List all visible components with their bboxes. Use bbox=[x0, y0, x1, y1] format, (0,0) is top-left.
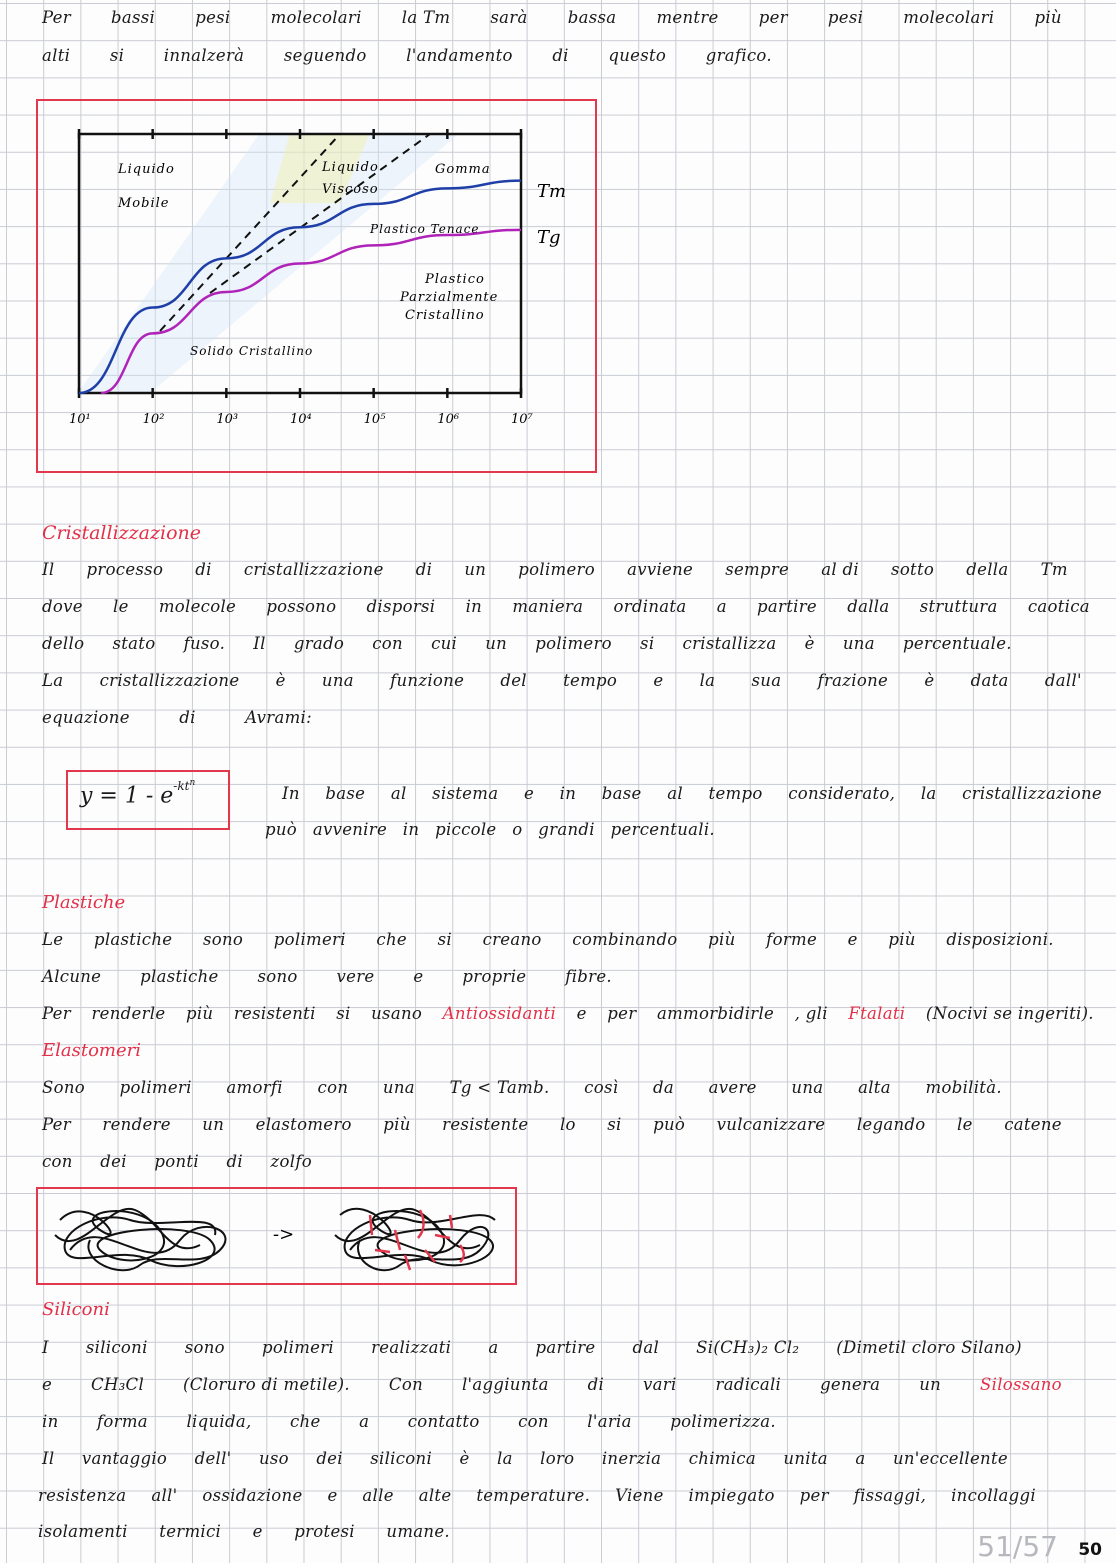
word: alta bbox=[858, 1078, 891, 1097]
word: di bbox=[552, 46, 569, 65]
word: si bbox=[336, 1004, 351, 1023]
word: molecolari bbox=[270, 8, 362, 27]
word: isolamenti bbox=[38, 1522, 128, 1541]
word: amorfi bbox=[226, 1078, 283, 1097]
word: disporsi bbox=[366, 597, 436, 616]
section-title-siliconi: Siliconi bbox=[42, 1299, 110, 1320]
word: in bbox=[465, 597, 483, 616]
word: con bbox=[317, 1078, 349, 1097]
word: stato bbox=[112, 634, 156, 653]
word: cristallizzazione bbox=[962, 784, 1102, 803]
word: più bbox=[185, 1004, 214, 1023]
word: genera bbox=[820, 1375, 881, 1394]
word: sotto bbox=[891, 560, 935, 579]
word: La bbox=[42, 671, 64, 690]
word: vantaggio bbox=[81, 1449, 168, 1468]
word: seguendo bbox=[283, 46, 367, 65]
x-tick-label: 10⁴ bbox=[290, 412, 312, 427]
word: piccole bbox=[435, 820, 497, 839]
word: umane. bbox=[386, 1522, 450, 1541]
word: e bbox=[653, 671, 664, 690]
word: plastiche bbox=[93, 930, 173, 949]
word: funzione bbox=[390, 671, 465, 690]
word: sono bbox=[257, 967, 298, 986]
word: dello bbox=[42, 634, 85, 653]
word: è bbox=[924, 671, 935, 690]
region-label: Solido Cristallino bbox=[190, 344, 314, 358]
avrami-formula bbox=[80, 778, 196, 809]
x-tick-label: 10⁶ bbox=[437, 412, 460, 427]
word: forme bbox=[766, 930, 818, 949]
keyword-silossano: Silossano bbox=[980, 1375, 1062, 1394]
word: (Dimetil cloro Silano) bbox=[836, 1338, 1022, 1357]
word: dall' bbox=[1044, 671, 1082, 690]
formula-text: y = 1 - e bbox=[80, 783, 174, 809]
formula-exponent-n: n bbox=[189, 778, 196, 788]
section-title-cristallizzazione: Cristallizzazione bbox=[42, 522, 201, 544]
word: grandi bbox=[538, 820, 595, 839]
word: bassi bbox=[111, 8, 156, 27]
word: sua bbox=[751, 671, 782, 690]
word: renderle bbox=[91, 1004, 166, 1023]
word: un bbox=[202, 1115, 225, 1134]
word: una bbox=[791, 1078, 824, 1097]
word: fibre. bbox=[565, 967, 612, 986]
word: cristallizzazione bbox=[99, 671, 240, 690]
word: zolfo bbox=[270, 1152, 312, 1171]
plastiche-line-1 bbox=[42, 930, 1054, 949]
word: catene bbox=[1004, 1115, 1062, 1134]
word: la bbox=[699, 671, 716, 690]
word: e bbox=[576, 1004, 587, 1023]
siliconi-line-6 bbox=[38, 1522, 450, 1541]
word: sarà bbox=[490, 8, 528, 27]
word: in bbox=[559, 784, 577, 803]
word: di bbox=[195, 560, 212, 579]
word: l'aggiunta bbox=[461, 1375, 549, 1394]
word: alle bbox=[362, 1486, 394, 1505]
siliconi-line-1 bbox=[42, 1338, 1022, 1357]
region-label: Cristallino bbox=[405, 308, 485, 323]
word: Per bbox=[42, 8, 71, 27]
word: all' bbox=[151, 1486, 178, 1505]
intro-line-2 bbox=[42, 46, 772, 65]
x-tick-label: 10² bbox=[142, 412, 165, 427]
elastomeri-line-1 bbox=[42, 1078, 1002, 1097]
word: mentre bbox=[656, 8, 719, 27]
word: resistenti bbox=[233, 1004, 316, 1023]
word: disposizioni. bbox=[946, 930, 1054, 949]
word: alte bbox=[418, 1486, 452, 1505]
avrami-note-1 bbox=[282, 784, 1102, 803]
word: tempo bbox=[708, 784, 763, 803]
curve-label-tm: Tm bbox=[537, 181, 567, 202]
word: le bbox=[113, 597, 129, 616]
x-tick-label: 10⁷ bbox=[511, 412, 533, 427]
curve-label-tg: Tg bbox=[537, 227, 561, 248]
word: partire bbox=[535, 1338, 596, 1357]
word: per bbox=[799, 1486, 829, 1505]
word: con bbox=[518, 1412, 549, 1431]
word: sono bbox=[184, 1338, 225, 1357]
word: a bbox=[716, 597, 727, 616]
word: percentuale. bbox=[902, 634, 1012, 653]
word: maniera bbox=[512, 597, 584, 616]
word: usano bbox=[371, 1004, 423, 1023]
word: cristallizza bbox=[682, 634, 777, 653]
word: Con bbox=[388, 1375, 423, 1394]
word: di bbox=[179, 708, 196, 727]
word: equazione bbox=[42, 708, 130, 727]
word: considerato, bbox=[788, 784, 896, 803]
word: cristallizzazione bbox=[243, 560, 384, 579]
word: partire bbox=[757, 597, 817, 616]
avrami-note-2 bbox=[265, 820, 715, 839]
word: del bbox=[500, 671, 527, 690]
word: contatto bbox=[407, 1412, 480, 1431]
word: elastomero bbox=[255, 1115, 352, 1134]
word: e bbox=[413, 967, 424, 986]
word: Per bbox=[42, 1004, 71, 1023]
word: I bbox=[42, 1338, 49, 1357]
word: Il bbox=[42, 560, 55, 579]
word: dei bbox=[316, 1449, 343, 1468]
word: Le bbox=[42, 930, 64, 949]
word: l'andamento bbox=[406, 46, 513, 65]
word: dell' bbox=[194, 1449, 232, 1468]
word: di bbox=[415, 560, 433, 579]
region-label: Plastico Tenace bbox=[370, 222, 480, 236]
word: a bbox=[488, 1338, 499, 1357]
word: Tg < Tamb. bbox=[449, 1078, 550, 1097]
word: Sono bbox=[42, 1078, 85, 1097]
word: In bbox=[282, 784, 300, 803]
word: innalzerà bbox=[163, 46, 245, 65]
word: forma bbox=[97, 1412, 148, 1431]
word: Si(CH₃)₂ Cl₂ bbox=[696, 1338, 800, 1357]
word: termici bbox=[159, 1522, 222, 1541]
word: resistenza bbox=[38, 1486, 127, 1505]
cristallizzazione-line-1 bbox=[42, 560, 1068, 579]
word: Viene bbox=[615, 1486, 664, 1505]
x-tick-label: 10³ bbox=[216, 412, 239, 427]
word: più bbox=[1034, 8, 1062, 27]
word: si bbox=[109, 46, 125, 65]
word: temperature. bbox=[476, 1486, 591, 1505]
region-label: Gomma bbox=[435, 162, 491, 177]
word: un bbox=[485, 634, 508, 653]
word: avviene bbox=[627, 560, 694, 579]
word: per bbox=[607, 1004, 637, 1023]
word: percentuali. bbox=[610, 820, 715, 839]
word: polimeri bbox=[261, 1338, 334, 1357]
word: al bbox=[667, 784, 683, 803]
word: dal bbox=[632, 1338, 660, 1357]
word: polimero bbox=[518, 560, 595, 579]
word: o bbox=[512, 820, 523, 839]
word: avvenire bbox=[312, 820, 388, 839]
word: e bbox=[42, 1375, 53, 1394]
word: dei bbox=[100, 1152, 127, 1171]
vulcanization-arrow: -> bbox=[273, 1224, 295, 1245]
word: liquida, bbox=[186, 1412, 252, 1431]
word: e bbox=[252, 1522, 263, 1541]
word: sono bbox=[202, 930, 244, 949]
word: incollaggi bbox=[951, 1486, 1036, 1505]
word: radicali bbox=[715, 1375, 782, 1394]
word: dalla bbox=[847, 597, 890, 616]
word: inerzia bbox=[601, 1449, 662, 1468]
section-title-plastiche: Plastiche bbox=[42, 892, 126, 913]
word: base bbox=[601, 784, 642, 803]
word: molecole bbox=[158, 597, 237, 616]
section-title-elastomeri: Elastomeri bbox=[42, 1040, 142, 1061]
word: in bbox=[42, 1412, 59, 1431]
word: più bbox=[888, 930, 916, 949]
word: ponti bbox=[154, 1152, 199, 1171]
word: pesi bbox=[195, 8, 231, 27]
word: la bbox=[920, 784, 937, 803]
word: da bbox=[652, 1078, 674, 1097]
tangled-chains-icon bbox=[55, 1209, 225, 1270]
plastiche-line-2 bbox=[42, 967, 612, 986]
word: vulcanizzare bbox=[716, 1115, 826, 1134]
word: CH₃Cl bbox=[91, 1375, 145, 1394]
chart bbox=[40, 103, 593, 469]
word: può bbox=[265, 820, 298, 839]
word: una bbox=[321, 671, 354, 690]
word: mobilità. bbox=[925, 1078, 1002, 1097]
word: che bbox=[290, 1412, 321, 1431]
word: sistema bbox=[432, 784, 499, 803]
word: protesi bbox=[294, 1522, 355, 1541]
word: l'aria bbox=[587, 1412, 632, 1431]
word: un'eccellente bbox=[892, 1449, 1008, 1468]
word: si bbox=[437, 930, 452, 949]
word: di bbox=[226, 1152, 243, 1171]
word: bassa bbox=[567, 8, 617, 27]
word: grado bbox=[293, 634, 345, 653]
word: una bbox=[842, 634, 875, 653]
word: molecolari bbox=[903, 8, 995, 27]
word: fuso. bbox=[183, 634, 226, 653]
siliconi-line-5 bbox=[38, 1486, 1036, 1505]
word: grafico. bbox=[705, 46, 772, 65]
intro-line-1 bbox=[42, 8, 1062, 27]
word: Alcune bbox=[42, 967, 102, 986]
word: e bbox=[327, 1486, 338, 1505]
word: polimero bbox=[535, 634, 612, 653]
word: legando bbox=[856, 1115, 926, 1134]
word: è bbox=[804, 634, 815, 653]
word: polimerizza. bbox=[670, 1412, 776, 1431]
word: le bbox=[957, 1115, 973, 1134]
word: Avrami: bbox=[245, 708, 312, 727]
word: è bbox=[275, 671, 286, 690]
siliconi-line-2 bbox=[42, 1375, 1062, 1394]
keyword-ftalati: Ftalati bbox=[848, 1004, 906, 1023]
crosslinked-chains-icon bbox=[335, 1209, 495, 1270]
word: impiegato bbox=[688, 1486, 775, 1505]
word: possono bbox=[266, 597, 337, 616]
plastiche-line-3 bbox=[42, 1004, 1094, 1023]
word: creano bbox=[482, 930, 542, 949]
word: con bbox=[42, 1152, 73, 1171]
word: cui bbox=[431, 634, 458, 653]
cristallizzazione-line-5 bbox=[42, 708, 312, 727]
word: caotica bbox=[1027, 597, 1090, 616]
word: può bbox=[653, 1115, 686, 1134]
word: siliconi bbox=[85, 1338, 148, 1357]
word: proprie bbox=[462, 967, 527, 986]
word: avere bbox=[708, 1078, 757, 1097]
word: rendere bbox=[102, 1115, 171, 1134]
region-label: Liquido bbox=[322, 160, 379, 175]
word: si bbox=[640, 634, 655, 653]
word: più bbox=[708, 930, 736, 949]
region-label: Liquido bbox=[118, 162, 175, 177]
word: Tm bbox=[1040, 560, 1068, 579]
vulcanization-diagram bbox=[40, 1190, 510, 1280]
word: alti bbox=[42, 46, 71, 65]
word: un bbox=[464, 560, 487, 579]
region-label: Mobile bbox=[118, 196, 170, 211]
word: plastiche bbox=[140, 967, 219, 986]
word: Per bbox=[42, 1115, 71, 1134]
word: di bbox=[587, 1375, 605, 1394]
cristallizzazione-line-3 bbox=[42, 634, 1012, 653]
elastomeri-line-3 bbox=[42, 1152, 312, 1171]
word: combinando bbox=[572, 930, 678, 949]
word: ammorbidirle bbox=[656, 1004, 775, 1023]
word: ordinata bbox=[613, 597, 687, 616]
word: a bbox=[855, 1449, 866, 1468]
region-label: Parzialmente bbox=[400, 290, 499, 305]
word: è bbox=[459, 1449, 470, 1468]
siliconi-line-4 bbox=[42, 1449, 1008, 1468]
word: polimeri bbox=[119, 1078, 192, 1097]
x-tick-label: 10⁵ bbox=[363, 412, 386, 427]
word: chimica bbox=[688, 1449, 756, 1468]
word: unita bbox=[783, 1449, 828, 1468]
word: una bbox=[382, 1078, 415, 1097]
word: e bbox=[847, 930, 858, 949]
word: vere bbox=[336, 967, 375, 986]
word: tempo bbox=[563, 671, 618, 690]
word: vari bbox=[643, 1375, 677, 1394]
word: un bbox=[919, 1375, 942, 1394]
word: processo bbox=[86, 560, 164, 579]
word: , gli bbox=[794, 1004, 828, 1023]
word: resistente bbox=[442, 1115, 529, 1134]
region-label: Plastico bbox=[425, 272, 485, 287]
page-number: 50 bbox=[1078, 1540, 1102, 1560]
word: loro bbox=[540, 1449, 575, 1468]
word: struttura bbox=[919, 597, 998, 616]
word: lo bbox=[559, 1115, 576, 1134]
word: e bbox=[523, 784, 535, 803]
siliconi-line-3 bbox=[42, 1412, 776, 1431]
word: la bbox=[497, 1449, 513, 1468]
elastomeri-line-2 bbox=[42, 1115, 1062, 1134]
word: siliconi bbox=[370, 1449, 433, 1468]
formula-exponent: -kt bbox=[173, 779, 190, 793]
page-counter: 51/57 bbox=[977, 1530, 1058, 1563]
region-label: Viscoso bbox=[322, 182, 379, 197]
word: dove bbox=[42, 597, 83, 616]
word: la Tm bbox=[401, 8, 451, 27]
word: (Nocivi se ingeriti). bbox=[925, 1004, 1094, 1023]
word: così bbox=[584, 1078, 619, 1097]
word: Il bbox=[42, 1449, 55, 1468]
word: (Cloruro di metile). bbox=[182, 1375, 350, 1394]
x-tick-label: 10¹ bbox=[69, 412, 91, 427]
word: questo bbox=[608, 46, 667, 65]
word: in bbox=[402, 820, 420, 839]
word: uso bbox=[258, 1449, 289, 1468]
word: Il bbox=[253, 634, 266, 653]
word: data bbox=[970, 671, 1009, 690]
word: si bbox=[607, 1115, 622, 1134]
word: polimeri bbox=[273, 930, 346, 949]
word: fissaggi, bbox=[853, 1486, 927, 1505]
word: per bbox=[758, 8, 788, 27]
cristallizzazione-line-4 bbox=[42, 671, 1082, 690]
word: al di bbox=[821, 560, 859, 579]
word: a bbox=[359, 1412, 370, 1431]
cristallizzazione-line-2 bbox=[42, 597, 1090, 616]
word: più bbox=[383, 1115, 411, 1134]
word: frazione bbox=[817, 671, 889, 690]
word: realizzati bbox=[371, 1338, 452, 1357]
word: ossidazione bbox=[202, 1486, 303, 1505]
word: al bbox=[390, 784, 407, 803]
word: che bbox=[376, 930, 407, 949]
keyword-antiossidanti: Antiossidanti bbox=[442, 1004, 557, 1023]
word: pesi bbox=[827, 8, 864, 27]
word: della bbox=[966, 560, 1009, 579]
word: sempre bbox=[725, 560, 790, 579]
word: base bbox=[325, 784, 366, 803]
word: con bbox=[372, 634, 403, 653]
